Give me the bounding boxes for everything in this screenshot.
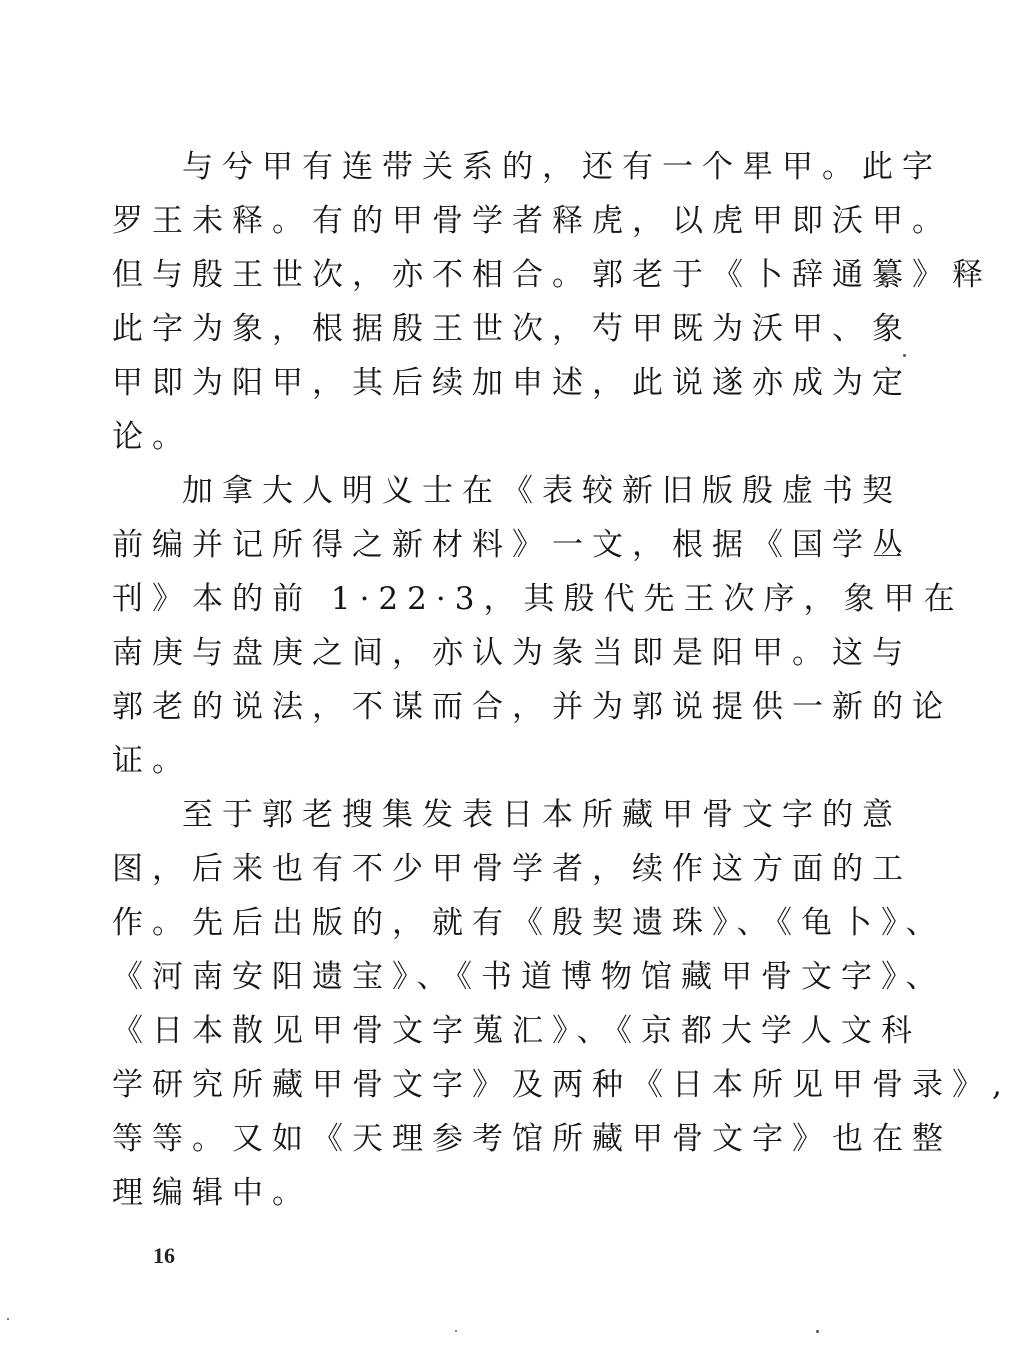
paragraph-3-line-1: 至于郭老搜集发表日本所藏甲骨文字的意 — [182, 797, 902, 833]
paragraph-3-line-5: 《日本散见甲骨文字蒐汇》、《京都大学人文科 — [112, 1013, 921, 1049]
body-text — [112, 140, 1011, 1220]
scan-speck — [903, 354, 906, 357]
paragraph-2-line-4: 南庚与盘庚之间，亦认为彖当即是阳甲。这与 — [112, 635, 912, 671]
paragraph-1-line-4: 此字为象，根据殷王世次，芍甲既为沃甲、象 — [112, 311, 912, 347]
paragraph-1-line-5: 甲即为阳甲，其后续加申述，此说遂亦成为定 — [112, 365, 912, 401]
paragraph-2-line-5: 郭老的说法，不谋而合，并为郭说提供一新的论 — [112, 689, 952, 725]
paragraph-2-line-3: 刊》本的前 1·22·3，其殷代先王次序，象甲在 — [112, 581, 964, 617]
paragraph-2-line-2: 前编并记所得之新材料》一文，根据《国学丛 — [112, 527, 912, 563]
paragraph-3-line-3: 作。先后出版的，就有《殷契遗珠》、《龟卜》、 — [112, 905, 946, 941]
paragraph-1-line-6: 论。 — [112, 419, 192, 455]
scan-speck — [455, 1330, 457, 1332]
paragraph-3-line-6: 学研究所藏甲骨文字》及两种《日本所见甲骨录》, — [112, 1067, 1011, 1103]
paragraph-1-line-3: 但与殷王世次，亦不相合。郭老于《卜辞通纂》释 — [112, 257, 992, 293]
page-number: 16 — [153, 1243, 175, 1268]
paragraph-3-line-7: 等等。又如《天理参考馆所藏甲骨文字》也在整 — [112, 1121, 952, 1157]
paragraph-1-line-1: 与兮甲有连带关系的，还有一个㽚甲。此字 — [182, 149, 942, 185]
paragraph-3-line-2: 图，后来也有不少甲骨学者，续作这方面的工 — [112, 851, 912, 887]
paragraph-3-line-8: 理编辑中。 — [112, 1175, 312, 1211]
paragraph-1-line-2: 罗王未释。有的甲骨学者释虎，以虎甲即沃甲。 — [112, 203, 952, 239]
paragraph-2-line-1: 加拿大人明义士在《表较新旧版殷虚书契 — [182, 473, 902, 509]
scan-speck — [816, 1330, 819, 1333]
paragraph-2-line-6: 证。 — [112, 743, 192, 779]
paragraph-3-line-4: 《河南安阳遗宝》、《书道博物馆藏甲骨文字》、 — [112, 959, 946, 995]
scan-speck — [7, 1318, 9, 1320]
